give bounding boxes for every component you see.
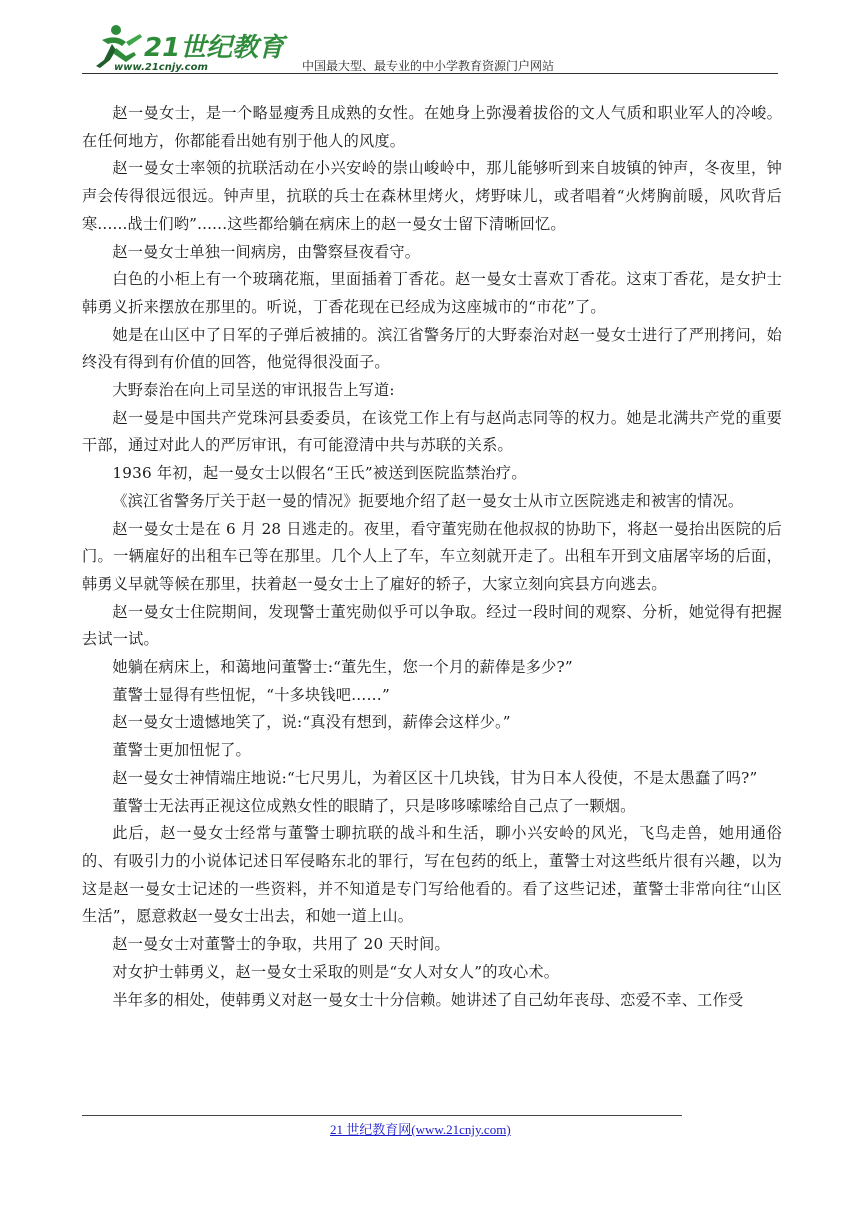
paragraph: 董警士无法再正视这位成熟女性的眼睛了，只是哆哆嗦嗦给自己点了一颗烟。	[112, 796, 636, 815]
paragraph: 她躺在病床上，和蔼地问董警士:“董先生，您一个月的薪俸是多少?”	[112, 658, 573, 677]
paragraph: 她是在山区中了日军的子弹后被捕的。滨江省警务厅的大野泰治对赵一曼女士进行了严刑拷问，始终没有得到有价值的回答，他觉得很没面子。	[82, 325, 782, 372]
logo-url: www.21cnjy.com	[114, 62, 208, 72]
footer-site-link[interactable]: 21 世纪教育网(www.21cnjy.com)	[330, 1122, 511, 1137]
paragraph: 白色的小柜上有一个玻璃花瓶，里面插着丁香花。赵一曼女士喜欢丁香花。这束丁香花，是女护士韩勇义折来摆放在那里的。听说，丁香花现在已经成为这座城市的“市花”了。	[82, 270, 782, 316]
paragraph: 赵一曼女士住院期间，发现警士董宪勋似乎可以争取。经过一段时间的观察、分析，她觉得有把握去试一试。	[82, 602, 782, 649]
paragraph: 赵一曼女士，是一个略显瘦秀且成熟的女性。在她身上弥漫着拔俗的文人气质和职业军人的冷峻。在任何地方，你都能看出她有别于他人的风度。	[82, 104, 782, 150]
paragraph: 董警士更加忸怩了。	[112, 741, 251, 760]
paragraph: 赵一曼女士神情端庄地说:“七尺男儿，为着区区十几块钱，甘为日本人役使，不是太愚蠢了吗?”	[112, 768, 758, 787]
article-body	[82, 100, 782, 1014]
paragraph: 赵一曼女士对董警士的争取，共用了 20 天时间。	[112, 935, 450, 954]
paragraph: 赵一曼是中国共产党珠河县委委员，在该党工作上有与赵尚志同等的权力。她是北满共产党的重要干部，通过对此人的严厉审讯，有可能澄清中共与苏联的关系。	[82, 408, 782, 455]
paragraph: 赵一曼女士率领的抗联活动在小兴安岭的崇山峻岭中，那儿能够听到来自坡镇的钟声，冬夜里，钟声会传得很远很远。钟声里，抗联的兵士在森林里烤火，烤野味儿，或者唱着“火烤胸前暖，风吹背后寒......战士们哟”......这些都给躺在病床上的赵一曼女士留下清晰回忆。	[82, 159, 782, 233]
paragraph: 对女护士韩勇义，赵一曼女士采取的则是“女人对女人”的攻心术。	[112, 962, 560, 981]
paragraph: 赵一曼女士单独一间病房，由警察昼夜看守。	[112, 242, 421, 261]
header-divider	[82, 73, 778, 74]
site-tagline: 中国最大型、最专业的中小学教育资源门户网站	[302, 59, 555, 73]
paragraph: 大野泰治在向上司呈送的审讯报告上写道:	[112, 381, 395, 400]
page-header	[82, 22, 778, 74]
paragraph: 此后，赵一曼女士经常与董警士聊抗联的战斗和生活，聊小兴安岭的风光，飞鸟走兽，她用通俗的、有吸引力的小说体记述日军侵略东北的罪行，写在包药的纸上，董警士对这些纸片很有兴趣，以为这是赵一曼女士记述的一些资料，并不知道是专门写给他看的。看了这些记述，董警士非常向往“山区生活”，愿意救赵一曼女士出去，和她一道上山。	[82, 824, 782, 926]
paragraph: 《滨江省警务厅关于赵一曼的情况》扼要地介绍了赵一曼女士从市立医院逃走和被害的情况。	[112, 491, 744, 510]
paragraph: 赵一曼女士是在 6 月 28 日逃走的。夜里，看守董宪勋在他叔叔的协助下，将赵一曼抬出医院的后门。一辆雇好的出租车已等在那里。几个人上了车，车立刻就开走了。出租车开到文庙屠宰场的后面，韩勇义早就等候在那里，扶着赵一曼女士上了雇好的轿子，大家立刻向宾县方向逃去。	[82, 519, 782, 593]
paragraph: 赵一曼女士遗憾地笑了，说:“真没有想到，薪俸会这样少。”	[112, 713, 511, 732]
paragraph: 半年多的相处，使韩勇义对赵一曼女士十分信赖。她讲述了自己幼年丧母、恋爱不幸、工作受	[112, 990, 744, 1009]
logo[interactable]	[82, 22, 292, 72]
footer-divider	[82, 1115, 682, 1116]
paragraph: 董警士显得有些忸怩，“十多块钱吧……”	[112, 685, 390, 704]
paragraph: 1936 年初，起一曼女士以假名“王氏”被送到医院监禁治疗。	[112, 464, 527, 483]
logo-text: 21世纪教育	[144, 33, 285, 63]
